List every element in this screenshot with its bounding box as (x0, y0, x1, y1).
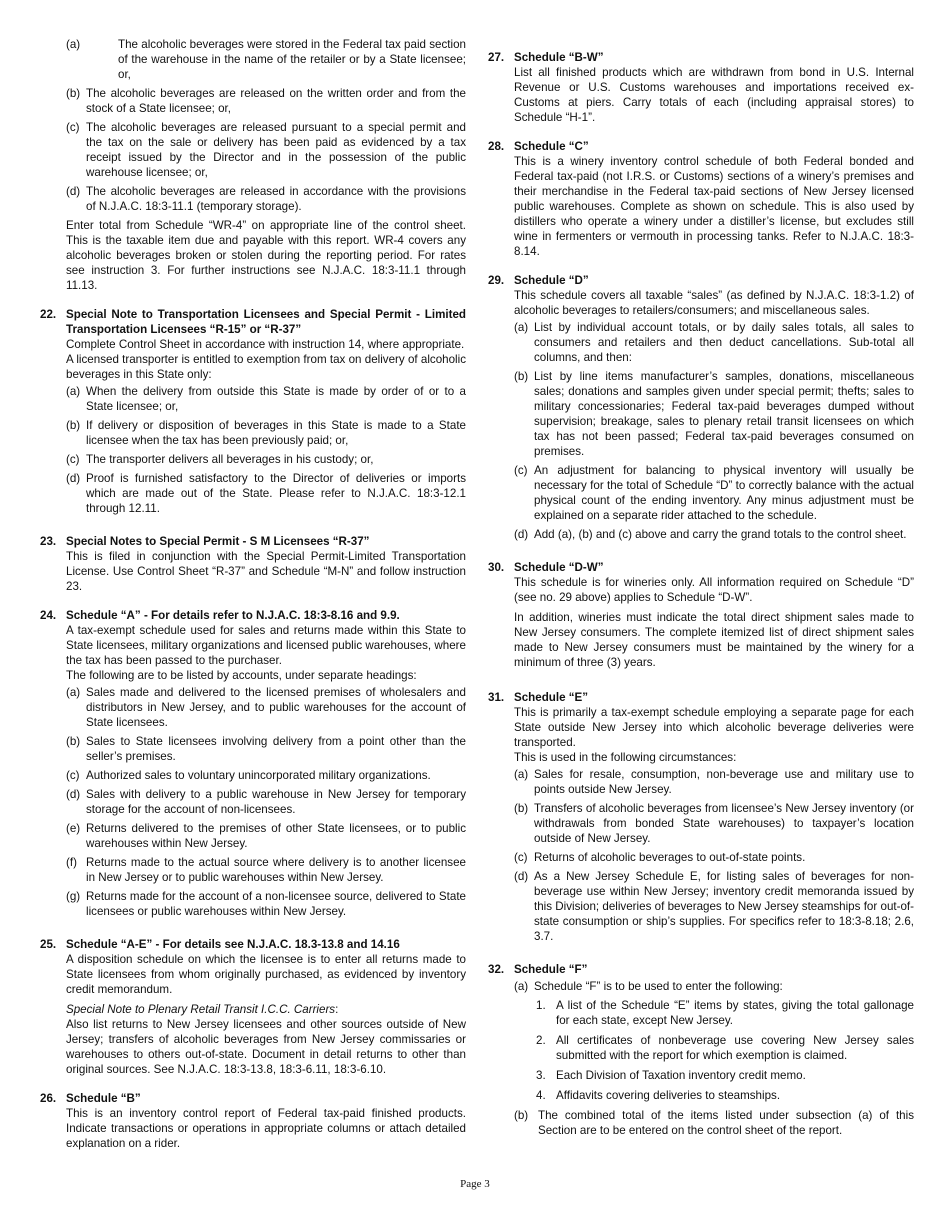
list-item: (b) Transfers of alcoholic beverages from licensee’s New Jersey inventory (or withdrawals from bonded State warehouses) to taxpayer’s location outside of New Jersey. (514, 802, 914, 845)
paragraph: A disposition schedule on which the licensee is to enter all returns made to State licensees from whom originally purchased, as evidenced by inventory credit memorandum. (66, 953, 466, 996)
list-item: (c) The alcoholic beverages are released pursuant to a special permit and the tax on the sale or delivery has been paid as evidenced by a tax receipt issued by the Director and in the possession of the public warehouse licensee; or, (66, 121, 466, 179)
list-item: (g) Returns made for the account of a non-licensee source, delivered to State licensees or public warehouses within New Jersey. (66, 890, 466, 918)
list-item: (c) The transporter delivers all beverages in his custody; or, (66, 453, 374, 466)
section-27: 27. Schedule “B-W” List all finished products which are withdrawn from bond in U.S. Internal Revenue or U.S. Customs warehouses and importations received ex-Customs at piers. Carry totals of each (including appraisal stores) to Schedule “H-1”. (488, 51, 914, 124)
section-21-continued (40, 35, 466, 293)
section-title: Schedule “B” (66, 1092, 141, 1105)
sub-list-item: 2. All certificates of nonbeverage use covering New Jersey sales submitted with the report for which exemption is claimed. (536, 1034, 914, 1062)
section-title: Schedule “A-E” - For details see N.J.A.C. 18.3-13.8 and 14.16 (66, 938, 400, 951)
list-item: (b) List by line items manufacturer’s samples, donations, miscellaneous sales; donations and samples given under special permit; thefts; sales to military concessionaries; Federal tax-paid beverages dumped without supervision; breakage, sales to plenary retail transit licensees on which tax has not been passed; Federal tax-paid beverages consumed on premises. (514, 370, 914, 458)
list-item: (c) Returns of alcoholic beverages to out-of-state points. (514, 851, 806, 864)
paragraph: This is an inventory control report of Federal tax-paid finished products. Indicate transactions or operations in appropriate columns or attach detailed explanation on a rider. (66, 1107, 466, 1150)
page-number: Page 3 (460, 1178, 490, 1190)
section-29: 29. Schedule “D” This schedule covers all taxable “sales” (as defined by N.J.A.C. 18:3-1.2) of alcoholic beverages to retailers/consumers; and miscellaneous sales. (a) List by individual account totals, or by daily sales totals, all sales to consumers and retailers and then deduct cancellations. Sub-total all columns, and then: (b) List by line items manufacturer’s samples, donations, miscellaneous sales; donations and samples given under special permit; thefts; sales to military concessionaries; Federal tax-paid beverages dumped without supervision; breakage, sales to plenary retail transit licensees on which tax has not been passed; Federal tax-paid beverages consumed on premises. (c) An adjustment for balancing to physical inventory will usually be necessary for the total of Schedule “D” to correctly balance with the actual physical count of the ending inventory. Any minus adjustment must be explained on a separate rider attached to the schedule. (d) Add (a), (b) and (c) above and carry the grand totals to the control sheet. (488, 274, 914, 541)
section-title: Schedule “B-W” (514, 51, 604, 64)
section-23: 23. Special Notes to Special Permit - S M Licensees “R-37” This is filed in conjunction with the Special Permit-Limited Transportation License. Use Control Sheet “R-37” and Schedule “M-N” and follow instruction 23. (40, 535, 466, 593)
list-item: (a) Sales made and delivered to the licensed premises of wholesalers and distributors in New Jersey, and to public warehouses for the account of State licensees. (66, 686, 466, 729)
section-32: 32. Schedule “F” (a) Schedule “F” is to be used to enter the following: 1. A list of the Schedule “E” items by states, giving the total gallonage for each state, except New Jersey. 2. All certificates of nonbeverage use covering New Jersey sales submitted with the report for which exemption is claimed. 3. Each Division of Taxation inventory credit memo. 4. Affidavits covering deliveries to steamships. (b) The combined total of the items listed under subsection (a) of this Section are to be entered on the control sheet of the report. (488, 963, 914, 1137)
section-28: 28. Schedule “C” This is a winery inventory control schedule of both Federal bonded and Federal tax-paid (not I.R.S. or Customs) sections of a winery’s premises and their merchandise in the Federal tax-paid sections of New Jersey licensed public warehouses. Complete as shown on schedule. This is also used by distillers who operate a winery under a distiller’s license, but excludes still wine in fermenters or vermouth in processing tanks. Refer to N.J.A.C. 18:3-8.14. (488, 140, 914, 258)
list-item: (a) List by individual account totals, or by daily sales totals, all sales to consumers and retailers and then deduct cancellations. Sub-total all columns, and then: (514, 321, 914, 364)
list-item: (b) Sales to State licensees involving delivery from a point other than the seller’s premises. (66, 735, 466, 763)
sub-list-item: 1. A list of the Schedule “E” items by states, giving the total gallonage for each state, except New Jersey. (536, 999, 914, 1027)
paragraph: Also list returns to New Jersey licensees and other sources outside of New Jersey; transfers of alcoholic beverages from New Jersey commissaries or warehouses to others out-of-state. Document in detail returns to other than original sources. See N.J.A.C. 18:3-13.8, 18:3-6.11, 18:3-6.10. (66, 1018, 466, 1076)
section-title: Schedule “A” - For details refer to N.J.A.C. 18:3-8.16 and 9.9. (66, 609, 400, 622)
section-30: 30. Schedule “D-W” This schedule is for wineries only. All information required on Schedule “D” (see no. 29 above) applies to Schedule “D-W”. In addition, wineries must indicate the total direct shipment sales made to New Jersey consumers. The complete itemized list of direct shipment sales made to New Jersey consumers must be maintained by the winery for a minimum of three (3) years. (488, 561, 914, 669)
special-note-heading: Special Note to Plenary Retail Transit I.C.C. Carriers: (66, 1003, 339, 1016)
sub-list-item: 3. Each Division of Taxation inventory credit memo. (536, 1069, 806, 1082)
left-column (40, 35, 466, 1165)
list-item: (d) The alcoholic beverages are released in accordance with the provisions of N.J.A.C. 18:3-11.1 (temporary storage). (66, 185, 466, 213)
list-item: (a) Schedule “F” is to be used to enter the following: (514, 980, 783, 993)
paragraph: This is a winery inventory control schedule of both Federal bonded and Federal tax-paid (not I.R.S. or Customs) sections of a winery’s premises and their merchandise in the Federal tax-paid sections of New Jersey licensed public warehouses. Complete as shown on schedule. This is also used by distillers who operate a winery under a distiller’s license, but excludes still wine in fermenters or vermouth in processing tanks. Refer to N.J.A.C. 18:3-8.14. (514, 155, 914, 258)
list-item: (c) An adjustment for balancing to physical inventory will usually be necessary for the total of Schedule “D” to correctly balance with the actual physical count of the ending inventory. Any minus adjustment must be explained on a separate rider attached to the schedule. (514, 464, 914, 522)
list-item: (c) Authorized sales to voluntary unincorporated military organizations. (66, 769, 431, 782)
paragraph: A tax-exempt schedule used for sales and returns made within this State to State licensees, military organizations and licensed public warehouses, where the tax has been passed to the purchaser. (66, 624, 466, 667)
sub-list-item: 4. Affidavits covering deliveries to steamships. (536, 1089, 781, 1102)
paragraph: This schedule covers all taxable “sales” (as defined by N.J.A.C. 18:3-1.2) of alcoholic beverages to retailers/consumers; and miscellaneous sales. (514, 289, 914, 317)
section-25: 25. Schedule “A-E” - For details see N.J.A.C. 18.3-13.8 and 14.16 A disposition schedule on which the licensee is to enter all returns made to State licensees from whom originally purchased, as evidenced by inventory credit memorandum. Special Note to Plenary Retail Transit I.C.C. Carriers: Also list returns to New Jersey licensees and other sources outside of New Jersey; transfers of alcoholic beverages from New Jersey commissaries or warehouses to others out-of-state. Document in detail returns to other than original sources. See N.J.A.C. 18:3-13.8, 18:3-6.11, 18:3-6.10. (40, 938, 466, 1076)
list-item: (a) The alcoholic beverages were stored in the Federal tax paid section of the warehouse in the name of the retailer or by a State licensee; or, (66, 38, 466, 81)
list-item: (b) If delivery or disposition of beverages in this State is made to a State licensee when the tax has been previously paid; or, (66, 419, 466, 447)
section-24: 24. Schedule “A” - For details refer to N.J.A.C. 18:3-8.16 and 9.9. A tax-exempt schedule used for sales and returns made within this State to State licensees, military organizations and licensed public warehouses, where the tax has been passed to the purchaser. The following are to be listed by accounts, under separate headings: (a) Sales made and delivered to the licensed premises of wholesalers and distributors in New Jersey, and to public warehouses for the account of State licensees. (b) Sales to State licensees involving delivery from a point other than the seller’s premises. (c) Authorized sales to voluntary unincorporated military organizations. (d) Sales with delivery to a public warehouse in New Jersey for temporary storage for the account of non-licensees. (e) Returns delivered to the premises of other State licensees, or to public warehouses within New Jersey. (f) Returns made to the actual source where delivery is to another licensee in New Jersey or to public warehouses within New Jersey. (g) Returns made for the account of a non-licensee source, delivered to State licensees or public warehouses within New Jersey. (40, 609, 466, 918)
section-26: 26. Schedule “B” This is an inventory control report of Federal tax-paid finished products. Indicate transactions or operations in appropriate columns or attach detailed explanation on a rider. (40, 1092, 466, 1150)
section-title: Schedule “E” (514, 691, 589, 704)
list-item: (e) Returns delivered to the premises of other State licensees, or to public warehouses within New Jersey. (66, 822, 466, 850)
list-item: (b) The alcoholic beverages are released on the written order and from the stock of a State licensee; or, (66, 87, 466, 115)
section-title: Special Notes to Special Permit - S M Licensees “R-37” (66, 535, 370, 548)
section-22: 22. Special Note to Transportation Licensees and Special Permit - Limited Transportation Licensees “R-15” or “R-37” Complete Control Sheet in accordance with instruction 14, where appropriate. A licensed transporter is entitled to exemption from tax on delivery of alcoholic beverages in this State only: (a) When the delivery from outside this State is made by order of or to a State licensee; or, (b) If delivery or disposition of beverages in this State is made to a State licensee when the tax has been previously paid; or, (c) The transporter delivers all beverages in his custody; or, (d) Proof is furnished satisfactory to the Director of deliveries or imports which are made out of the State. Please refer to N.J.A.C. 18:3-12.1 through 12.11. (40, 308, 466, 515)
section-title: Schedule “F” (514, 963, 588, 976)
right-column (488, 50, 914, 1156)
list-item: (d) As a New Jersey Schedule E, for listing sales of beverages for non-beverage use within New Jersey; inventory credit memoranda issued by this Division; deliveries of beverages to New Jersey steamships for out-of-state consumption or ship’s supplies. For specifics refer to 18:3-8.18; 2.6, 3.7. (514, 870, 914, 943)
paragraph: This is used in the following circumstances: (514, 751, 737, 764)
section-title: Schedule “D-W” (514, 561, 604, 574)
paragraph: List all finished products which are withdrawn from bond in U.S. Internal Revenue or U.S. Customs warehouses and importations received ex-Customs at piers. Carry totals of each (including appraisal stores) to Schedule “H-1”. (514, 66, 914, 124)
list-item: (a) When the delivery from outside this State is made by order of or to a State licensee; or, (66, 385, 466, 413)
section-31: 31. Schedule “E” This is primarily a tax-exempt schedule employing a separate page for each State outside New Jersey into which alcoholic beverage deliveries were transported. This is used in the following circumstances: (a) Sales for resale, consumption, non-beverage use and military use to points outside New Jersey. (b) Transfers of alcoholic beverages from licensee’s New Jersey inventory (or withdrawals from bonded State warehouses) to taxpayer’s location outside of New Jersey. (c) Returns of alcoholic beverages to out-of-state points. (d) As a New Jersey Schedule E, for listing sales of beverages for non-beverage use within New Jersey; inventory credit memoranda issued by this Division; deliveries of beverages to New Jersey steamships for out-of-state consumption or ship’s supplies. For specifics refer to 18:3-8.18; 2.6, 3.7. (488, 691, 914, 943)
paragraph: Enter total from Schedule “WR-4” on appropriate line of the control sheet. This is the taxable item due and payable with this report. WR-4 covers any alcoholic beverages broken or stolen during the reporting period. For rates see instruction 3. For further instructions see N.J.A.C. 18:3-11.1 through 11.13. (66, 219, 466, 292)
section-title: Schedule “C” (514, 140, 589, 153)
paragraph: In addition, wineries must indicate the total direct shipment sales made to New Jersey consumers. The complete itemized list of direct shipment sales made to New Jersey consumers must be maintained by the winery for a minimum of three (3) years. (514, 611, 914, 669)
list-item: (d) Add (a), (b) and (c) above and carry the grand totals to the control sheet. (514, 528, 907, 541)
section-title: Schedule “D” (514, 274, 589, 287)
paragraph: A licensed transporter is entitled to exemption from tax on delivery of alcoholic beverages in this State only: (66, 353, 466, 381)
paragraph: This is primarily a tax-exempt schedule employing a separate page for each State outside New Jersey into which alcoholic beverage deliveries were transported. (514, 706, 914, 749)
section-title: Special Note to Transportation Licensees and Special Permit - Limited Transportation Licensees “R-15” or “R-37” (66, 308, 466, 336)
list-item: (d) Sales with delivery to a public warehouse in New Jersey for temporary storage for the account of non-licensees. (66, 788, 466, 816)
list-item: (d) Proof is furnished satisfactory to the Director of deliveries or imports which are made out of the State. Please refer to N.J.A.C. 18:3-12.1 through 12.11. (66, 472, 466, 515)
paragraph: This schedule is for wineries only. All information required on Schedule “D” (see no. 29 above) applies to Schedule “D-W”. (514, 576, 914, 604)
paragraph: This is filed in conjunction with the Special Permit-Limited Transportation License. Use Control Sheet “R-37” and Schedule “M-N” and follow instruction 23. (66, 550, 466, 593)
paragraph: The following are to be listed by accounts, under separate headings: (66, 669, 417, 682)
list-item: (b) The combined total of the items listed under subsection (a) of this Section are to be entered on the control sheet of the report. (514, 1109, 914, 1137)
list-item: (f) Returns made to the actual source where delivery is to another licensee in New Jersey or to public warehouses within New Jersey. (66, 856, 466, 884)
list-item: (a) Sales for resale, consumption, non-beverage use and military use to points outside New Jersey. (514, 768, 914, 796)
paragraph: Complete Control Sheet in accordance with instruction 14, where appropriate. (66, 338, 465, 351)
